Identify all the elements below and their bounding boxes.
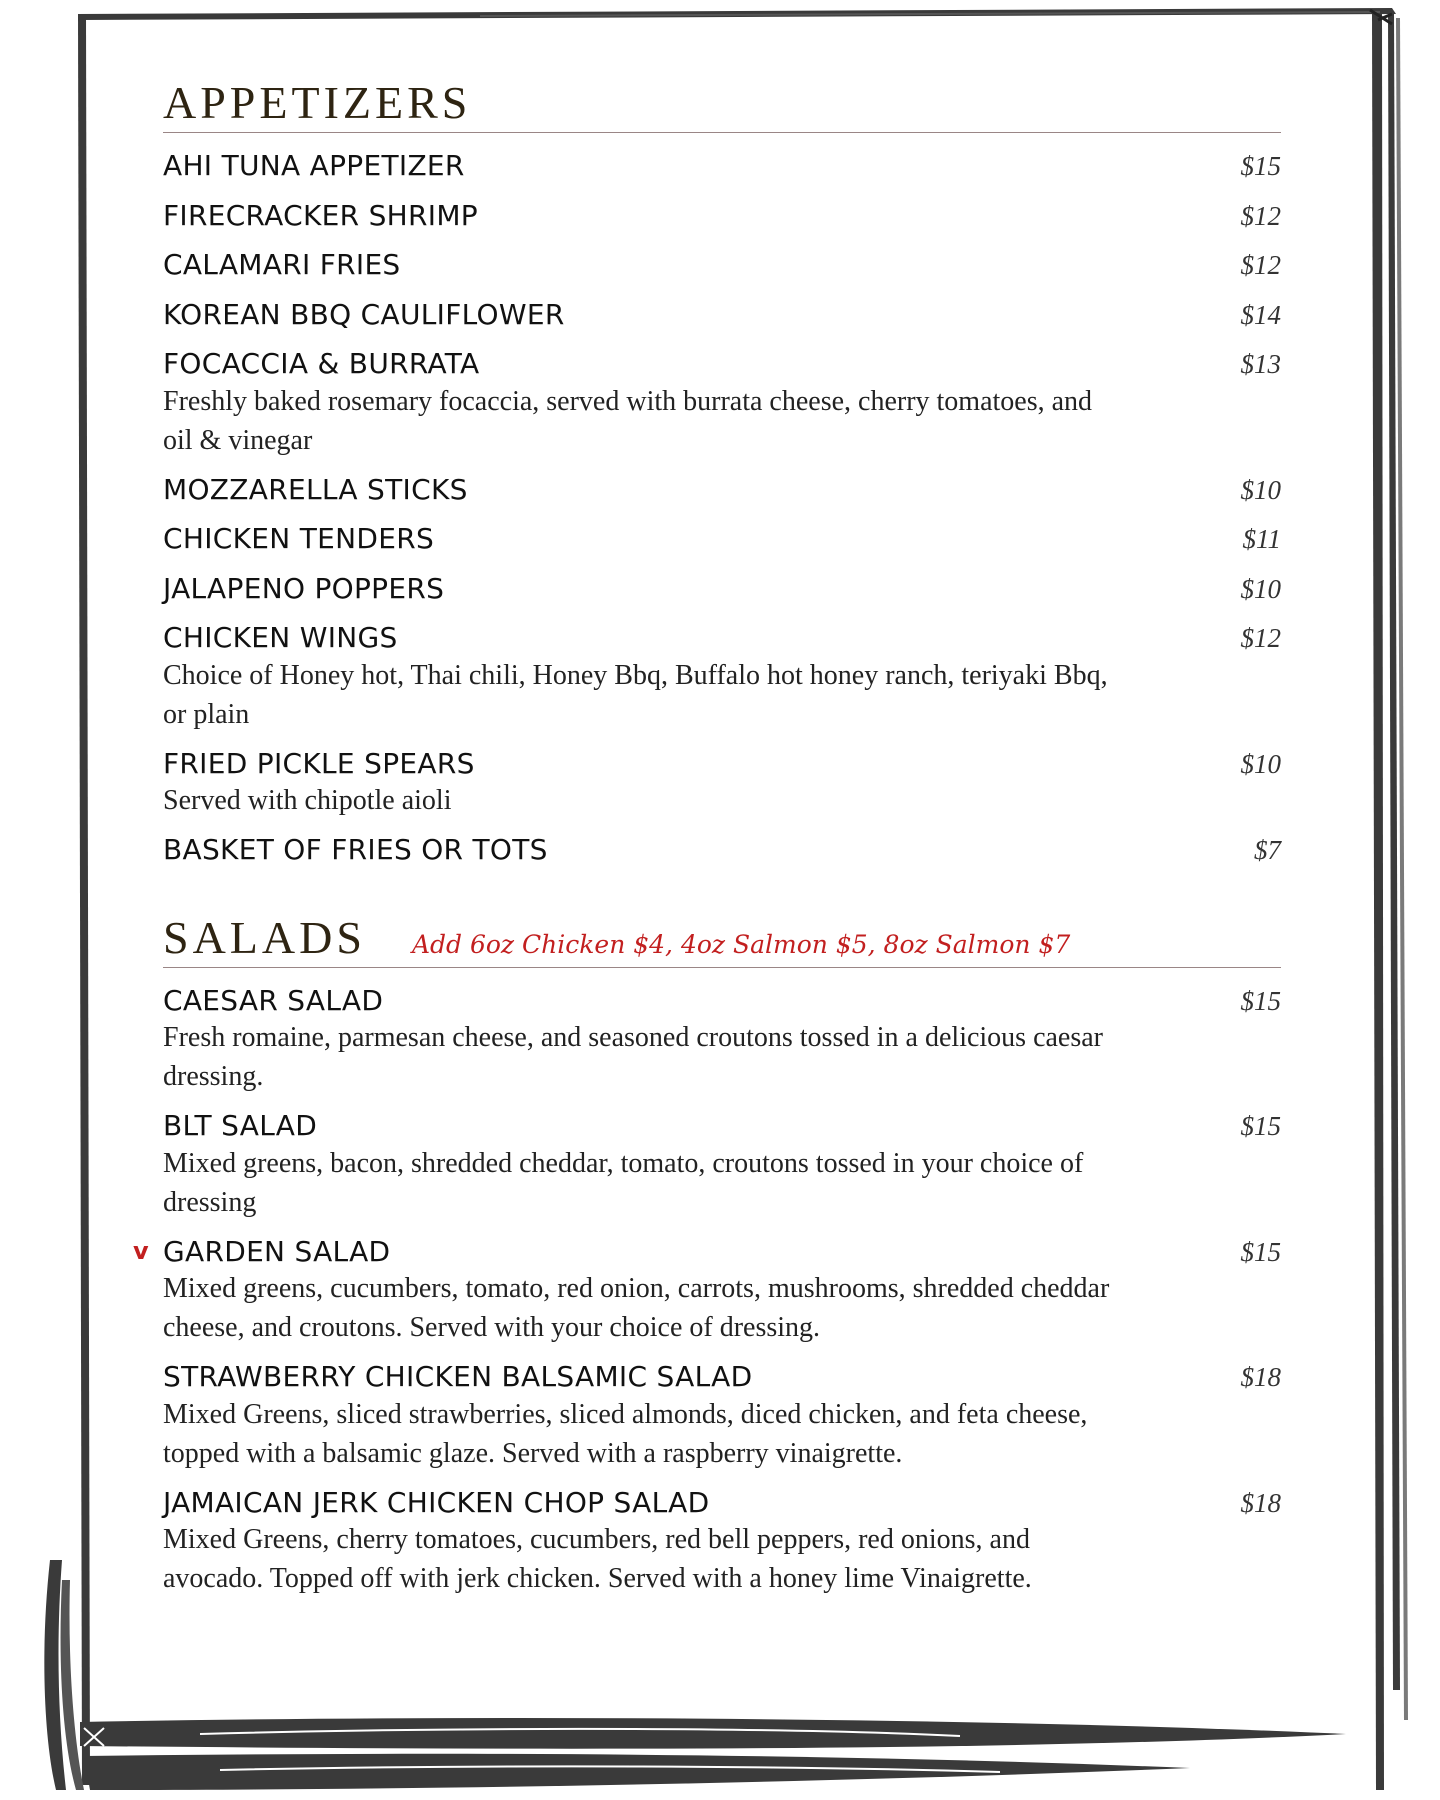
menu-item-name: STRAWBERRY CHICKEN BALSAMIC SALAD	[163, 1360, 753, 1393]
section-title: SALADS	[163, 911, 366, 963]
menu-item-header	[163, 465, 1281, 515]
salad-addons-note: Add 6oz Chicken $4, 4oz Salmon $5, 8oz Salmon $7	[411, 929, 1071, 959]
appetizers-section	[163, 77, 1281, 875]
menu-item-description: Mixed greens, bacon, shredded cheddar, tomato, croutons tossed in your choice of dressing	[163, 1147, 1084, 1218]
menu-item-price: $11	[1242, 524, 1281, 554]
menu-item-name: GARDEN SALAD	[163, 1234, 391, 1268]
menu-item	[163, 240, 1281, 290]
menu-item-price: $15	[1240, 985, 1281, 1016]
menu-item-price: $13	[1240, 349, 1281, 379]
menu-item-price: $12	[1240, 250, 1281, 280]
menu-item	[163, 1352, 1281, 1473]
salads-section	[133, 911, 1281, 1599]
menu-item-price: $12	[1240, 200, 1281, 231]
menu-item	[163, 339, 1281, 460]
menu-item-header	[163, 191, 1281, 241]
menu-item-price: $12	[1240, 623, 1281, 653]
menu-item	[163, 514, 1281, 564]
menu-item-price: $18	[1240, 1487, 1281, 1518]
salads-header	[163, 911, 1281, 968]
menu-item-description: Served with chipotle aioli	[163, 785, 452, 816]
menu-item	[163, 141, 1281, 191]
menu-item-description: Choice of Honey hot, Thai chili, Honey Bbq, Buffalo hot honey ranch, teriyaki Bbq, or plain	[163, 659, 1108, 730]
vegetarian-marker: v	[133, 1236, 149, 1265]
menu-item-description: Fresh romaine, parmesan cheese, and seasoned croutons tossed in a delicious caesar dressing.	[163, 1022, 1104, 1092]
menu-content	[133, 77, 1281, 1603]
menu-item-name: JAMAICAN JERK CHICKEN CHOP SALAD	[163, 1485, 710, 1519]
menu-item-header	[163, 825, 1281, 875]
menu-item-name: CALAMARI FRIES	[163, 248, 401, 281]
menu-item-name: BASKET OF FRIES OR TOTS	[163, 833, 548, 866]
menu-item-price: $14	[1240, 299, 1281, 330]
menu-item	[163, 825, 1281, 875]
menu-item-name: JALAPENO POPPERS	[163, 571, 445, 605]
menu-item-description: Freshly baked rosemary focaccia, served with burrata cheese, cherry tomatoes, and oil & vinegar	[163, 385, 1093, 456]
menu-item-price: $15	[1240, 1236, 1281, 1267]
menu-item-name: CAESAR SALAD	[163, 983, 384, 1017]
menu-item-description: Mixed Greens, cherry tomatoes, cucumbers, red bell peppers, red onions, and avocado. Topped off with jerk chicken. Served with a honey lime Vinaigrette.	[163, 1524, 1032, 1594]
menu-item-name: FRIED PICKLE SPEARS	[163, 746, 475, 780]
menu-item	[163, 191, 1281, 241]
menu-item	[163, 1101, 1281, 1222]
menu-item-header	[163, 290, 1281, 340]
menu-item-price: $7	[1254, 835, 1281, 865]
menu-item-name: CHICKEN TENDERS	[163, 522, 435, 555]
menu-item	[163, 290, 1281, 340]
menu-item-header	[163, 514, 1281, 564]
menu-item-name: FIRECRACKER SHRIMP	[163, 198, 478, 232]
menu-item	[163, 1478, 1281, 1599]
appetizers-header	[163, 77, 1281, 133]
section-title: APPETIZERS	[163, 77, 472, 128]
menu-item-name: KOREAN BBQ CAULIFLOWER	[163, 297, 565, 331]
menu-item-name: BLT SALAD	[163, 1109, 318, 1142]
menu-item-price: $15	[1240, 151, 1281, 181]
menu-item-header	[163, 141, 1281, 191]
menu-item-header	[163, 564, 1281, 614]
menu-item-name: FOCACCIA & BURRATA	[163, 347, 480, 380]
menu-item-description: Mixed greens, cucumbers, tomato, red onion, carrots, mushrooms, shredded cheddar cheese, and croutons. Served with your choice of dressing.	[163, 1273, 1110, 1343]
menu-item	[163, 564, 1281, 614]
menu-item	[163, 465, 1281, 515]
menu-item	[163, 739, 1281, 821]
menu-item-price: $18	[1240, 1362, 1281, 1392]
menu-item-header	[163, 240, 1281, 290]
menu-item-name: AHI TUNA APPETIZER	[163, 149, 465, 182]
menu-item-price: $15	[1240, 1111, 1281, 1141]
menu-item-name: MOZZARELLA STICKS	[163, 472, 468, 506]
menu-item-description: Mixed Greens, sliced strawberries, sliced almonds, diced chicken, and feta cheese, topped with a balsamic glaze. Served with a raspberry vinaigrette.	[163, 1398, 1088, 1469]
menu-item-price: $10	[1240, 474, 1281, 505]
menu-item-name: CHICKEN WINGS	[163, 621, 398, 654]
menu-item	[163, 613, 1281, 734]
menu-item	[163, 976, 1281, 1097]
menu-item	[133, 1227, 1281, 1348]
menu-item-price: $10	[1240, 573, 1281, 604]
menu-item-price: $10	[1240, 748, 1281, 779]
